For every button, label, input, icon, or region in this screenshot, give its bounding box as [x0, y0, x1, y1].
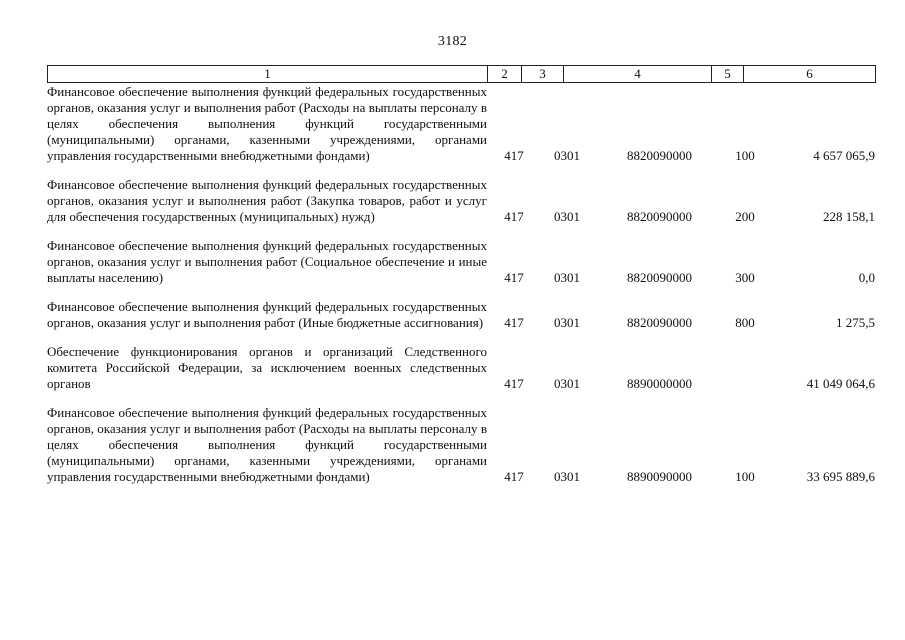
row-description: Обеспечение функционирования органов и организаций Следственного комитета Российской Федерации, за исключением военных следственных органов [47, 344, 487, 391]
row-amount: 0,0 [858, 270, 875, 285]
row-expense-type: 800 [735, 315, 755, 330]
row-ministry-code: 417 [504, 469, 524, 484]
row-amount: 41 049 064,6 [806, 376, 875, 391]
row-section-code: 0301 [554, 209, 580, 224]
column-number-6: 6 [744, 66, 876, 83]
table-row [47, 238, 875, 286]
column-number-5: 5 [712, 66, 744, 83]
column-number-3: 3 [522, 66, 564, 83]
row-ministry-code: 417 [504, 270, 524, 285]
row-expense-type: 100 [735, 148, 755, 163]
row-section-code: 0301 [554, 270, 580, 285]
row-amount: 1 275,5 [836, 315, 875, 330]
table-row [47, 405, 875, 485]
table-row [47, 299, 875, 331]
row-section-code: 0301 [554, 148, 580, 163]
row-section-code: 0301 [554, 469, 580, 484]
row-ministry-code: 417 [504, 315, 524, 330]
row-target-code: 8820090000 [627, 315, 692, 330]
row-amount: 228 158,1 [823, 209, 875, 224]
column-header-row [48, 66, 876, 83]
column-number-4: 4 [564, 66, 712, 83]
page-number: 3182 [437, 34, 468, 49]
row-ministry-code: 417 [504, 148, 524, 163]
row-expense-type: 300 [735, 270, 755, 285]
table-row [47, 177, 875, 225]
row-description: Финансовое обеспечение выполнения функций федеральных государственных органов, оказания услуг и выполнения работ (Закупка товаров, работ и услуг для обеспечения государственных (муниципальных) нужд) [47, 177, 487, 224]
column-header-table [47, 65, 876, 83]
row-section-code: 0301 [554, 376, 580, 391]
row-target-code: 8820090000 [627, 148, 692, 163]
budget-table-body [47, 84, 875, 498]
row-amount: 4 657 065,9 [813, 148, 875, 163]
table-row [47, 84, 875, 164]
row-description: Финансовое обеспечение выполнения функций федеральных государственных органов, оказания услуг и выполнения работ (Иные бюджетные ассигнования) [47, 299, 487, 330]
row-target-code: 8820090000 [627, 270, 692, 285]
column-number-2: 2 [488, 66, 522, 83]
row-target-code: 8890090000 [627, 469, 692, 484]
column-number-1: 1 [48, 66, 488, 83]
row-amount: 33 695 889,6 [806, 469, 875, 484]
row-target-code: 8820090000 [627, 209, 692, 224]
row-expense-type: 200 [735, 209, 755, 224]
row-target-code: 8890000000 [627, 376, 692, 391]
row-description: Финансовое обеспечение выполнения функций федеральных государственных органов, оказания услуг и выполнения работ (Расходы на выплаты персоналу в целях обеспечения выполнения функций государственными (муниципальными) органами, казенными учреждениями, органами управления государственными внебюджетными фондами) [47, 84, 487, 163]
row-description: Финансовое обеспечение выполнения функций федеральных государственных органов, оказания услуг и выполнения работ (Социальное обеспечение и иные выплаты населению) [47, 238, 487, 285]
row-section-code: 0301 [554, 315, 580, 330]
row-description: Финансовое обеспечение выполнения функций федеральных государственных органов, оказания услуг и выполнения работ (Расходы на выплаты персоналу в целях обеспечения выполнения функций государственными (муниципальными) органами, казенными учреждениями, органами управления государственными внебюджетными фондами) [47, 405, 487, 484]
row-ministry-code: 417 [504, 376, 524, 391]
row-ministry-code: 417 [504, 209, 524, 224]
row-expense-type: 100 [735, 469, 755, 484]
table-row [47, 344, 875, 392]
